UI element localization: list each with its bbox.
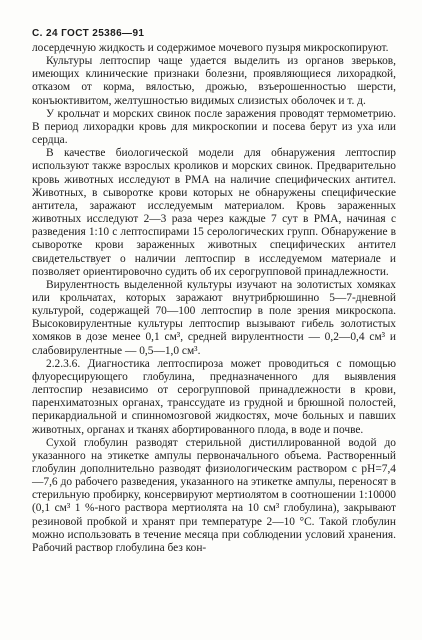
paragraph-continuation: лосердечную жидкость и содержимое мочевого пузыря микроскопируют. — [32, 42, 389, 54]
paragraph-thermometry: У крольчат и морских свинок после заражения проводят термометрию. В период лихорадки кровь для микроскопии и посева берут из уха или сердца. — [32, 107, 396, 147]
body-text — [32, 42, 396, 555]
page-header: С. 24 ГОСТ 25386—91 — [32, 28, 145, 39]
paragraph-biological-model: В качестве биологической модели для обнаружения лептоспир используют также взрослых кроликов и морских свинок. Предварительно кровь животных исследуют в РМА на наличие специфических антител. Животных, в сыворотке крови которых не обнаружены специфические антитела, заражают исследуемым материалом. Кровь зараженных животных исследуют 2—3 раза через каждые 7 сут в РМА, начиная с разведения 1:10 с лептоспирами 15 серологических групп. Обнаружение в сыворотке крови зараженных животных специфических антител свидетельствует о наличии лептоспир в исследуемом материале и позволяет ориентировочно судить об их серогрупповой принадлежности. — [32, 147, 396, 278]
paragraph-section-2-2-3-6: 2.2.3.6. Диагностика лептоспироза может проводиться с помощью флуоресцирующего глобулина, предназначенного для выявления лептоспир независимо от серогрупповой принадлежности в крови, паренхиматозных органах, транссудате из грудной и брюшной полостей, перикардиальной и спинномозговой жидкостях, моче больных и павших животных, органах и тканях абортированного плода, в воде и почве. — [32, 357, 396, 436]
paragraph-virulence: Вирулентность выделенной культуры изучают на золотистых хомяках или крольчатах, которых заражают внутрибрюшинно 5—7-дневной культурой, содержащей 70—100 лептоспир в поле зрения микроскопа. Высоковирулентные культуры лептоспир вызывают гибель золотистых хомяков в дозе менее 0,1 см³, средней вирулентности — 0,2—0,4 см³ и слабовирулентные — 0,5—1,0 см³. — [32, 278, 396, 357]
paragraph-cultures: Культуры лептоспир чаще удается выделить из органов зверьков, имеющих клинические признаки болезни, проявляющиеся лихорадкой, отказом от корма, вялостью, дрожью, взъерошенностью шерсти, конъюктивитом, желтушностью видимых слизистых оболочек и т. д. — [32, 55, 396, 107]
paragraph-dry-globulin: Сухой глобулин разводят стерильной дистиллированной водой до указанного на этикетке ампулы первоначального объема. Растворенный глобулин дополнительно разводят физиологическим раствором с pH=7,4—7,6 до рабочего разведения, указанного на этикетке ампулы, переносят в стерильную пробирку, консервируют мертиолятом в соотношении 1:10000 (0,1 см³ 1 %-ного раствора мертиолята на 10 см³ глобулина), закрывают резиновой пробкой и хранят при температуре 2—10 °С. Такой глобулин можно использовать в течение месяца при соблюдении условий хранения. Рабочий раствор глобулина без кон- — [32, 436, 396, 554]
